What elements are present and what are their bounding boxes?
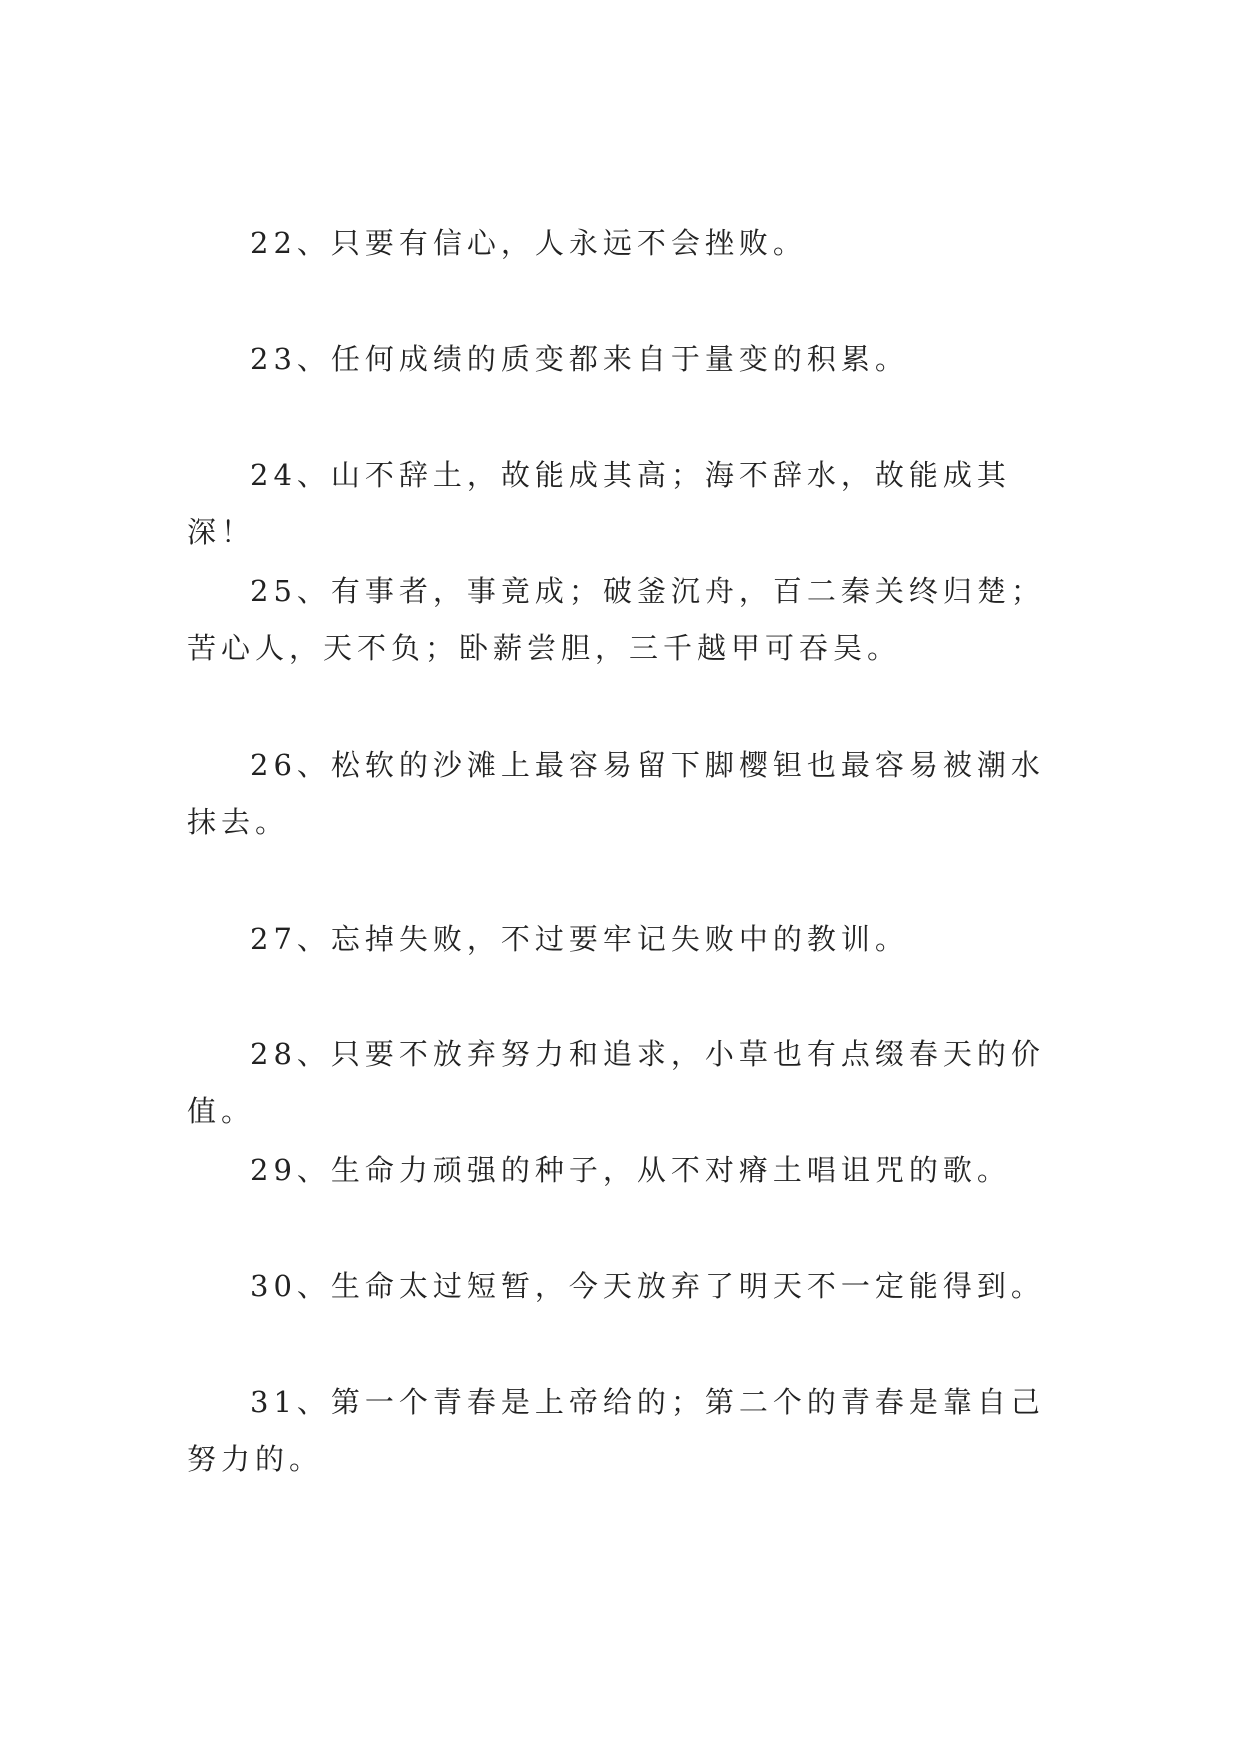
paragraph-25: 25、有事者，事竟成；破釜沉舟，百二秦关终归楚；苦心人，天不负；卧薪尝胆，三千越甲可吞吴。 (187, 574, 1045, 665)
paragraph-31: 31、第一个青春是上帝给的；第二个的青春是靠自己努力的。 (187, 1385, 1045, 1476)
paragraph-22: 22、只要有信心，人永远不会挫败。 (250, 226, 807, 260)
paragraph-24: 24、山不辞土，故能成其高；海不辞水，故能成其深！ (187, 458, 1011, 549)
paragraph-26: 26、松软的沙滩上最容易留下脚樱钽也最容易被潮水抹去。 (187, 748, 1045, 839)
paragraph-23: 23、任何成绩的质变都来自于量变的积累。 (250, 342, 909, 376)
paragraph-29: 29、生命力顽强的种子，从不对瘠土唱诅咒的歌。 (250, 1153, 1011, 1187)
paragraph-30: 30、生命太过短暂，今天放弃了明天不一定能得到。 (250, 1269, 1045, 1303)
paragraph-28: 28、只要不放弃努力和追求，小草也有点缀春天的价值。 (187, 1037, 1045, 1128)
paragraph-27: 27、忘掉失败，不过要牢记失败中的教训。 (250, 922, 909, 956)
